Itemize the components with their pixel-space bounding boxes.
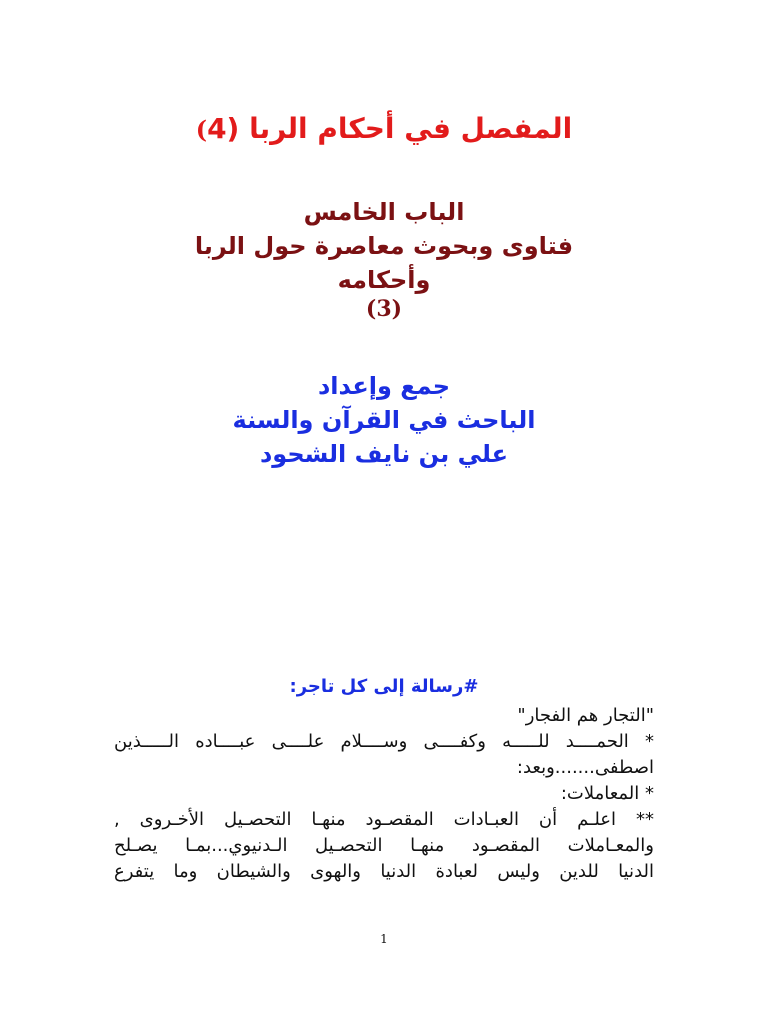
document-title-paren: ) xyxy=(195,115,208,144)
document-title xyxy=(0,112,768,145)
message-heading: #رسالة إلى كل تاجر: xyxy=(289,676,479,697)
body-line: * الحمــــد للـــــه وكفــــى وســــلام علــــى عبــــاده الـــــذين xyxy=(114,731,654,752)
body-line: "التجار هم الفجار" xyxy=(517,705,654,726)
chapter-subtitle: فتاوى وبحوث معاصرة حول الربا xyxy=(194,232,574,260)
compiled-by-label: جمع وإعداد xyxy=(317,372,451,400)
body-line: الدنيا للدين وليس لعبادة الدنيا والهوى والشيطان وما يتفرع xyxy=(114,861,654,882)
body-line: والمعـاملات المقصـود منهـا التحصـيل الـدنيوي...بمـا يصـلح xyxy=(114,835,654,856)
chapter-part-number: (3) xyxy=(365,296,403,322)
author-title: الباحث في القرآن والسنة xyxy=(232,406,536,434)
body-line: ** اعلـم أن العبـادات المقصـود منهـا التحصـيل الأخـروى , xyxy=(114,809,654,830)
chapter-subtitle-continued: وأحكامه xyxy=(337,266,431,294)
body-line: * المعاملات: xyxy=(560,783,654,804)
message-body xyxy=(114,703,654,885)
chapter-label: الباب الخامس xyxy=(303,198,465,226)
body-line: اصطفى.......وبعد: xyxy=(516,757,654,778)
author-name: علي بن نايف الشحود xyxy=(259,440,509,468)
document-title-text: المفصل في أحكام الربا (4 xyxy=(207,112,573,145)
page-number: 1 xyxy=(380,932,388,946)
